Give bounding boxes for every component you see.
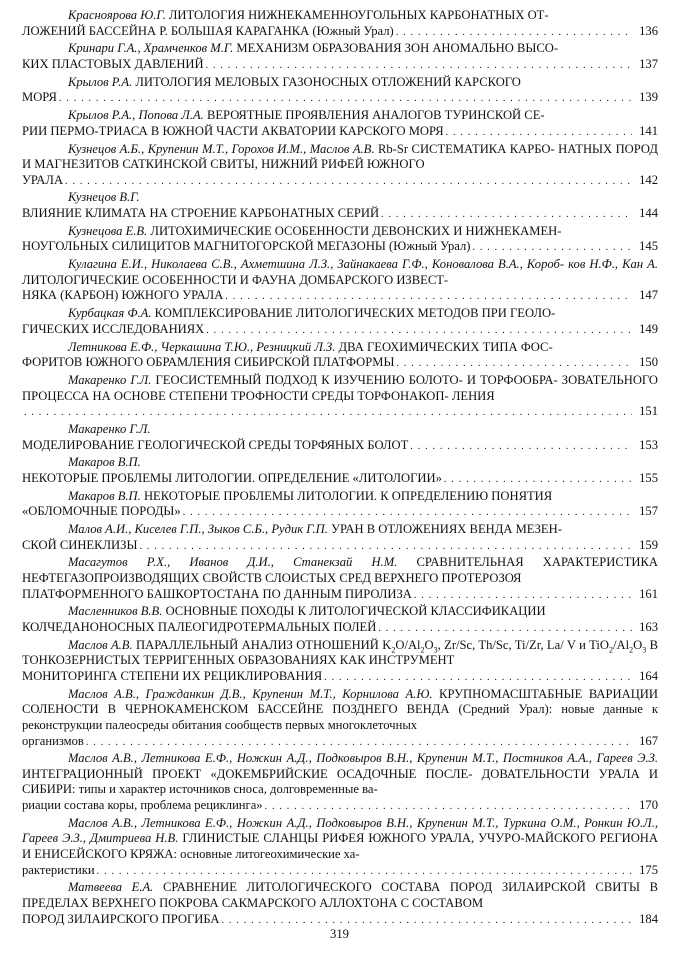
title-part: O/Al [395,637,421,652]
title-part: O [424,637,434,652]
title-part: ПАРАЛЛЕЛЬНЫЙ АНАЛИЗ ОТНОШЕНИЙ K [136,637,392,652]
entry-leader-line [22,669,658,686]
entry-title: УРАН В ОТЛОЖЕНИЯХ ВЕНДА МЕЗЕН- [331,522,562,537]
entry-title-tail: ПЛАТФОРМЕННОГО БАШКОРТОСТАНА ПО ДАННЫМ ПИРОЛИЗА [22,586,412,601]
toc-entry [22,257,658,305]
dot-leader [444,472,632,488]
entry-title-tail: СКОЙ СИНЕКЛИЗЫ [22,537,138,552]
entry-title: ИНТЕГРАЦИОННЫЙ ПРОЕКТ «ДОКЕМБРИЙСКИЕ ОСАДОЧНЫЕ ПОСЛЕ- ДОВАТЕЛЬНОСТИ УРАЛА И СИБИРИ: типы и характер источников сноса, долговременные ва- [22,766,658,797]
dot-leader [324,670,632,686]
entry-authors: Крылов Р.А. [68,74,133,89]
toc-entry [22,687,658,750]
entry-title-tail: УРАЛА [22,172,64,187]
dot-leader [222,913,632,929]
entry-page-number: 144 [639,206,658,221]
entry-title-tail: НОУГОЛЬНЫХ СИЛИЦИТОВ МАГНИТОГОРСКОЙ МЕГАЗОНЫ (Южный Урал) [22,239,471,254]
entry-title-tail: РИИ ПЕРМО-ТРИАСА В ЮЖНОЙ ЧАСТИ АКВАТОРИИ КАРСКОГО МОРЯ [22,123,444,138]
entry-title: Rb-Sr СИСТЕМАТИКА КАРБО- НАТНЫХ ПОРОД И МАГНЕЗИТОВ САТКИНСКОЙ СВИТЫ, НИЖНИЙ РИФЕЙ ЮЖНОГО [22,141,658,172]
entry-page-number: 145 [639,239,658,254]
entry-title: КОМПЛЕКСИРОВАНИЕ ЛИТОЛОГИЧЕСКИХ МЕТОДОВ ПРИ ГЕОЛО- [154,306,556,321]
dot-leader [265,799,632,815]
dot-leader [381,207,632,223]
entry-page-number: 151 [639,404,658,419]
entry-text [22,224,658,240]
toc-entry [22,75,658,107]
entry-leader-line [22,912,658,929]
entry-page-number: 147 [639,288,658,303]
toc-entry [22,455,658,487]
entry-title-tail: МОНИТОРИНГА СТЕПЕНИ ИХ РЕЦИКЛИРОВАНИЯ [22,668,323,683]
entry-text [22,422,658,438]
entry-leader-line [22,404,658,421]
entry-authors: Курбацкая Ф.А. [68,306,152,321]
dot-leader [446,125,632,141]
toc-entry [22,108,658,140]
entry-title: НЕКОТОРЫЕ ПРОБЛЕМЫ ЛИТОЛОГИИ. К ОПРЕДЕЛЕНИЮ ПОНЯТИЯ [143,488,553,503]
entry-text [22,751,658,798]
entry-page-number: 136 [639,23,658,38]
entry-leader-line [22,734,658,751]
toc-entry [22,555,658,603]
entry-title: ЛИТОЛОГИЧЕСКИЕ ОСОБЕННОСТИ И ФАУНА ДОМБАРСКОГО ИЗВЕСТ- [22,272,449,287]
entry-title-tail: МОДЕЛИРОВАНИЕ ГЕОЛОГИЧЕСКОЙ СРЕДЫ ТОРФЯНЫХ БОЛОТ [22,437,409,452]
dot-leader [410,439,632,455]
entry-authors: Красноярова Ю.Г. [68,8,166,22]
dot-leader [225,289,632,305]
entry-leader-line [22,57,658,74]
entry-authors: Маслов А.В., Летникова Е.Ф., Ножкин А.Д., Подковыров В.Н., Крупенин М.Т., Постников А.А., Гареев Э.З. [68,751,658,766]
entry-text [22,816,658,863]
entry-authors: Крылов Р.А., Попова Л.А. [68,108,204,123]
toc-entry [22,373,658,421]
toc-entry [22,880,658,928]
entry-page-number: 153 [639,437,658,452]
toc-entry [22,522,658,554]
dot-leader [183,505,632,521]
entry-leader-line [22,620,658,637]
entry-text [22,687,658,734]
entry-text [22,108,658,124]
entry-text [22,41,658,57]
dot-leader [378,621,632,637]
entry-page-number: 157 [639,504,658,519]
title-part: O [633,637,643,652]
entry-text [22,75,658,91]
dot-leader [396,356,632,372]
dot-leader [396,25,632,41]
entry-page-number: 142 [639,172,658,187]
entry-title: ЛИТОХИМИЧЕСКИЕ ОСОБЕННОСТИ ДЕВОНСКИХ И НИЖНЕКАМЕН- [150,223,562,238]
toc-entry [22,340,658,372]
entry-text [22,340,658,356]
toc-entry [22,190,658,222]
entry-title-tail: КИХ ПЛАСТОВЫХ ДАВЛЕНИЙ [22,56,204,71]
entry-title-tail: ЛОЖЕНИЙ БАССЕЙНА Р. БОЛЬШАЯ КАРАГАНКА (Южный Урал) [22,23,394,38]
dot-leader [414,588,632,604]
entry-page-number: 184 [639,911,658,926]
entry-title-tail: рактеристики [22,862,95,877]
entry-leader-line [22,538,658,555]
entry-page-number: 163 [639,619,658,634]
entry-authors: Масагутов Р.Х., Иванов Д.И., Станекзай Н.М. [68,555,398,570]
entry-text [22,8,658,24]
entry-title: ОСНОВНЫЕ ПОХОДЫ К ЛИТОЛОГИЧЕСКОЙ КЛАССИФИКАЦИИ [165,604,546,619]
entry-leader-line [22,206,658,223]
entry-title-tail: ПОРОД ЗИЛАИРСКОГО ПРОГИБА [22,911,220,926]
entry-title: СРАВНЕНИЕ ЛИТОЛОГИЧЕСКОГО СОСТАВА ПОРОД ЗИЛАИРСКОЙ СВИТЫ В ПРЕДЕЛАХ ВЕРХНЕГО ПОКРОВА САКМАРСКОГО АЛЛОХТОНА С СОСТАВОМ [22,880,659,910]
entry-text [22,142,658,173]
entry-title-tail: «ОБЛОМОЧНЫЕ ПОРОДЫ» [22,504,181,519]
entry-page-number: 164 [639,668,658,683]
entry-authors: Маслов А.В., Гражданкин Д.В., Крупенин М.Т., Корнилова А.Ю. [68,686,433,701]
entry-authors: Кузнецов А.Б., Крупенин М.Т., Горохов И.М., Маслов А.В. [68,141,375,156]
toc-entry [22,142,658,190]
entry-text [22,555,658,586]
entry-page-number: 150 [639,355,658,370]
toc-entry [22,604,658,636]
entry-title: КРУПНОМАСШТАБНЫЕ ВАРИАЦИИ СОЛЕНОСТИ В ЧЕРНОКАМЕНСКОМ БАССЕЙНЕ ПОЗДНЕГО ВЕНДА (Средний Урал): новые данные к реконструкции палеосреды обитания сообществ первых многоклеточных [22,686,659,732]
entry-authors: Маслов А.В., Летникова Е.Ф., Ножкин А.Д., Подковыров В.Н., Крупенин М.Т., Туркина О.М., Ронкин Ю.Л., Гареев Э.З., Дмитриева Н.В. [22,815,658,846]
entry-authors: Кулагина Е.И., Николаева С.В., Ахметшина Л.З., Зайнакаева Г.Ф., Коновалова В.А., Короб- ков Н.Ф., Кан А. [68,257,658,272]
entry-leader-line [22,355,658,372]
entry-page-number: 149 [639,321,658,336]
entry-title: ЛИТОЛОГИЯ МЕЛОВЫХ ГАЗОНОСНЫХ ОТЛОЖЕНИЙ КАРСКОГО [135,74,521,89]
entry-authors: Макаров В.П. [68,488,141,503]
entry-authors: Маслов А.В. [68,637,133,652]
dot-leader [206,58,632,74]
entry-text [22,190,658,206]
entry-text [22,306,658,322]
entry-authors: Малов А.И., Киселев Г.П., Зыков С.Б., Рудик Г.П. [68,522,328,537]
entry-title-tail: НЯКА (КАРБОН) ЮЖНОГО УРАЛА [22,288,224,303]
subscript: 3 [642,645,647,655]
entry-page-number: 137 [639,56,658,71]
entry-authors: Кринари Г.А., Храмченков М.Г. [68,41,234,56]
entry-page-number: 175 [639,862,658,877]
entry-authors: Макаренко Г.Л. [68,372,152,387]
entry-leader-line [22,438,658,455]
entry-title: СРАВНИТЕЛЬНАЯ ХАРАКТЕРИСТИКА НЕФТЕГАЗОПРОИЗВОДЯЩИХ СВОЙСТВ СЛОИСТЫХ СРЕД ВЕРХНЕГО ПРОТЕРОЗОЯ [22,555,658,585]
entry-title-tail: КОЛЧЕДАНОНОСНЫХ ПАЛЕОГИДРОТЕРМАЛЬНЫХ ПОЛЕЙ [22,619,377,634]
entry-leader-line [22,798,658,815]
entry-leader-line [22,471,658,488]
entry-authors: Летникова Е.Ф., Черкашина Т.Ю., Резницкий Л.З. [68,339,336,354]
page-number: 319 [330,927,349,941]
entry-leader-line [22,90,658,107]
entry-page-number: 170 [639,798,658,813]
entry-authors: Макаренко Г.Л. [68,421,151,436]
entry-leader-line [22,587,658,604]
entry-page-number: 159 [639,537,658,552]
entry-title-tail: организмов [22,733,84,748]
toc-entry [22,422,658,454]
contents-page [22,8,658,948]
entry-text [22,522,658,538]
dot-leader [59,91,632,107]
entry-title-tail: ГИЧЕСКИХ ИССЛЕДОВАНИЯХ [22,321,205,336]
subscript: 2 [420,645,425,655]
entry-page-number: 155 [639,470,658,485]
entry-title: ГЕОСИСТЕМНЫЙ ПОДХОД К ИЗУЧЕНИЮ БОЛОТО- И ТОРФООБРА- ЗОВАТЕЛЬНОГО ПРОЦЕССА НА ОСНОВЕ СТЕПЕНИ ТРОФНОСТИ СРЕДЫ ТОРФОНАКОП- ЛЕНИЯ [22,372,658,403]
entry-text [22,455,658,471]
entry-title-tail: НЕКОТОРЫЕ ПРОБЛЕМЫ ЛИТОЛОГИИ. ОПРЕДЕЛЕНИЕ «ЛИТОЛОГИИ» [22,470,442,485]
entry-page-number: 139 [639,90,658,105]
entry-leader-line [22,173,658,190]
toc-entry [22,751,658,814]
entry-authors: Матвеева Е.А. [68,880,154,895]
toc-entry [22,224,658,256]
dot-leader [206,323,632,339]
dot-leader [65,174,632,190]
entry-text [22,373,658,404]
dot-leader [24,405,632,421]
entry-title-tail: риации состава коры, проблема рециклинга» [22,798,263,813]
entry-title: ДВА ГЕОХИМИЧЕСКИХ ТИПА ФОС- [338,339,553,354]
entry-authors: Макаров В.П. [68,455,141,470]
subscript: 2 [609,645,614,655]
entry-title-tail: ВЛИЯНИЕ КЛИМАТА НА СТРОЕНИЕ КАРБОНАТНЫХ СЕРИЙ [22,206,380,221]
toc-entry [22,816,658,879]
toc-entry [22,306,658,338]
entry-authors: Кузнецов В.Г. [68,190,140,205]
entry-text [22,638,658,669]
toc-entry [22,638,658,686]
entry-authors: Масленников В.В. [68,604,163,619]
entry-leader-line [22,288,658,305]
entry-leader-line [22,24,658,41]
subscript: 2 [629,645,634,655]
entry-leader-line [22,239,658,256]
subscript: 2 [391,645,396,655]
entry-title: ЛИТОЛОГИЯ НИЖНЕКАМЕННОУГОЛЬНЫХ КАРБОНАТНЫХ ОТ- [168,8,549,22]
dot-leader [97,864,632,880]
entry-text [22,489,658,505]
entry-title: МЕХАНИЗМ ОБРАЗОВАНИЯ ЗОН АНОМАЛЬНО ВЫСО- [236,41,559,56]
entry-title: ВЕРОЯТНЫЕ ПРОЯВЛЕНИЯ АНАЛОГОВ ТУРИНСКОЙ СЕ- [206,108,545,123]
entry-title-tail: ФОРИТОВ ЮЖНОГО ОБРАМЛЕНИЯ СИБИРСКОЙ ПЛАТФОРМЫ [22,355,395,370]
toc-entry [22,8,658,40]
entry-leader-line [22,322,658,339]
toc-entry [22,41,658,73]
entry-page-number: 141 [639,123,658,138]
toc-entry [22,489,658,521]
dot-leader [472,240,632,256]
entry-leader-line [22,863,658,880]
entry-page-number: 167 [639,733,658,748]
entry-text [22,604,658,620]
subscript: 3 [433,645,438,655]
entry-leader-line [22,124,658,141]
dot-leader [86,735,632,751]
entry-text [22,880,658,911]
entry-leader-line [22,504,658,521]
dot-leader [139,539,632,555]
entry-title: ГЛИНИСТЫЕ СЛАНЦЫ РИФЕЯ ЮЖНОГО УРАЛА, УЧУРО-МАЙСКОГО РЕГИОНА И ЕНИСЕЙСКОГО КРЯЖА: основные литогеохимические ха- [22,831,658,862]
title-part: , Zr/Sc, Th/Sc, Ti/Zr, La/ V и TiO [437,637,610,652]
entry-title-tail: МОРЯ [22,90,57,105]
entry-page-number: 161 [639,586,658,601]
entry-text [22,257,658,288]
entry-authors: Кузнецова Е.В. [68,223,148,238]
title-part: /Al [613,637,630,652]
title-part: В ТОНКОЗЕРНИСТЫХ ТЕРРИГЕННЫХ ОБРАЗОВАНИЯХ КАК ИНСТРУМЕНТ [22,637,658,668]
